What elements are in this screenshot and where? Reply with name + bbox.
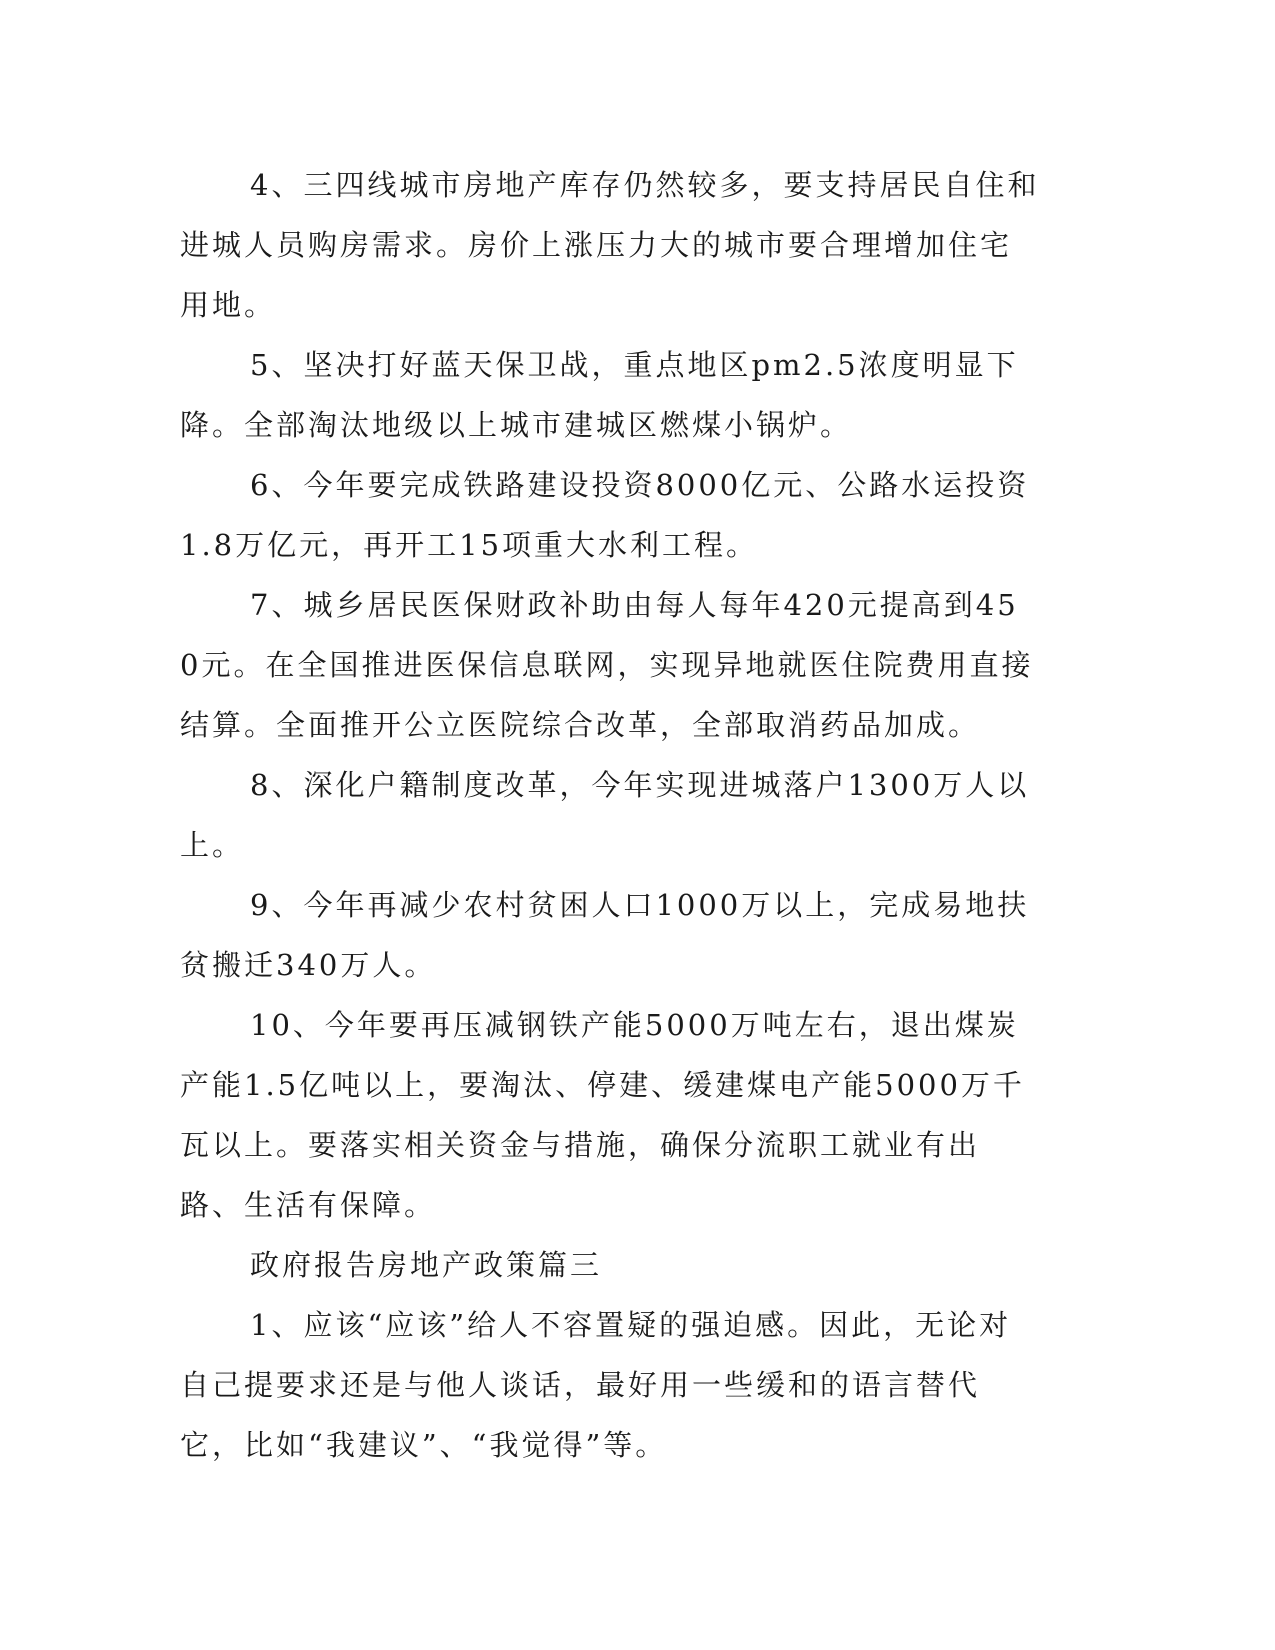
paragraph-6: 6、今年要完成铁路建设投资8000亿元、公路水运投资1.8万亿元，再开工15项重大水利工程。	[180, 468, 1030, 562]
section-paragraph-1: 1、应该“应该”给人不容置疑的强迫感。因此，无论对自己提要求还是与他人谈话，最好用一些缓和的语言替代它，比如“我建议”、“我觉得”等。	[180, 1308, 1012, 1462]
paragraph-4: 4、三四线城市房地产库存仍然较多，要支持居民自住和进城人员购房需求。房价上涨压力大的城市要合理增加住宅用地。	[180, 168, 1040, 322]
paragraph-8: 8、深化户籍制度改革，今年实现进城落户1300万人以上。	[180, 768, 1030, 862]
paragraph-9: 9、今年再减少农村贫困人口1000万以上，完成易地扶贫搬迁340万人。	[180, 888, 1030, 982]
section-heading: 政府报告房地产政策篇三	[250, 1248, 603, 1282]
paragraph-10: 10、今年要再压减钢铁产能5000万吨左右，退出煤炭产能1.5亿吨以上，要淘汰、停建、缓建煤电产能5000万千瓦以上。要落实相关资金与措施，确保分流职工就业有出路、生活有保障。	[180, 1008, 1025, 1222]
paragraph-7: 7、城乡居民医保财政补助由每人每年420元提高到450元。在全国推进医保信息联网，实现异地就医住院费用直接结算。全面推开公立医院综合改革，全部取消药品加成。	[180, 588, 1034, 742]
document-body	[180, 155, 1040, 1475]
paragraph-5: 5、坚决打好蓝天保卫战，重点地区pm2.5浓度明显下降。全部淘汰地级以上城市建城区燃煤小锅炉。	[180, 348, 1019, 442]
